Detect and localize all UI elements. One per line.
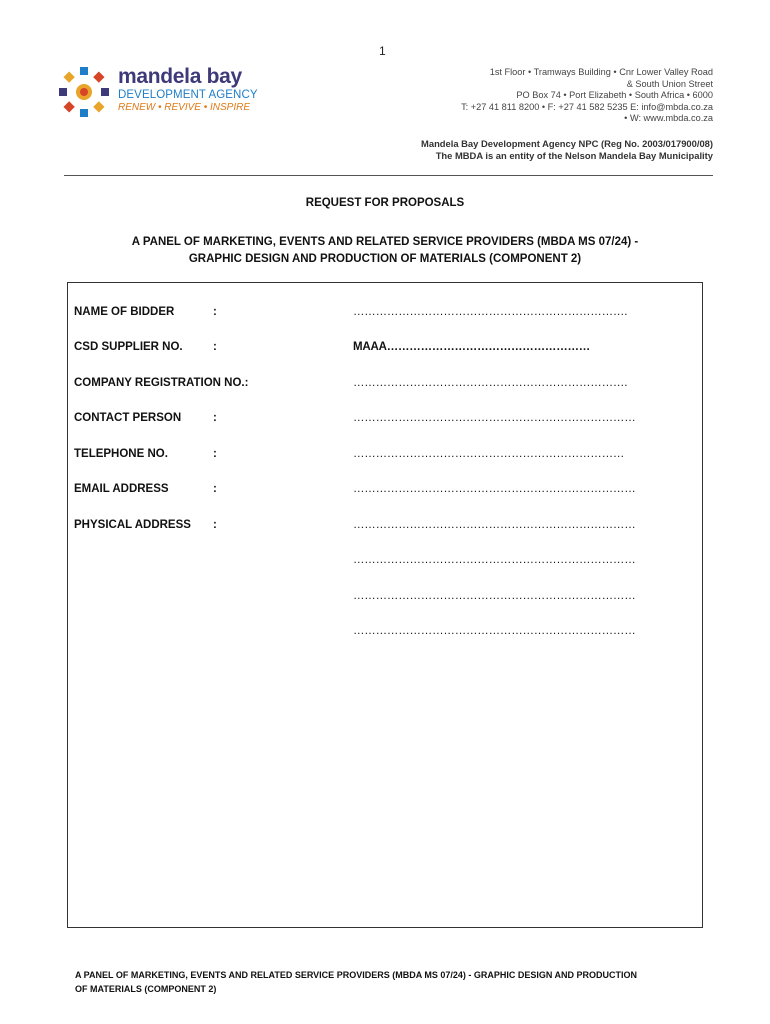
field-colon: : [213,519,217,531]
physical-address-field[interactable]: ………………………………………………………………… [353,554,636,566]
footer-line: A PANEL OF MARKETING, EVENTS AND RELATED SERVICE PROVIDERS (MBDA MS 07/24) - GRAPHIC DESIGN AND PRODUCTION [75,970,638,980]
field-colon: : [213,448,217,460]
rfp-title-line: GRAPHIC DESIGN AND PRODUCTION OF MATERIALS (COMPONENT 2) [188,253,582,265]
physical-address-field[interactable]: ………………………………………………………………… [353,519,636,531]
request-title: REQUEST FOR PROPOSALS [305,197,465,209]
company-registration-no-field[interactable]: ………………………………………………………………. [353,377,628,389]
field-label: NAME OF BIDDER [74,306,175,318]
mbda-logo [56,66,306,118]
physical-address-field[interactable]: ………………………………………………………………… [353,625,636,637]
address-line: & South Union Street [626,78,713,89]
physical-address-field[interactable]: ………………………………………………………………… [353,590,636,602]
field-label: COMPANY REGISTRATION NO.: [74,377,249,389]
page-footer [75,968,705,996]
header-divider [64,175,713,176]
logo-name: mandela bay [118,65,242,88]
field-label: CONTACT PERSON [74,412,182,424]
field-label: EMAIL ADDRESS [74,483,169,495]
field-colon: : [213,306,217,318]
footer-line: OF MATERIALS (COMPONENT 2) [75,984,217,994]
logo-agency: DEVELOPMENT AGENCY [118,89,258,101]
address-line: PO Box 74 • Port Elizabeth • South Africa • 6000 [516,90,713,100]
rfp-title [70,234,700,268]
address-line: T: +27 41 811 8200 • F: +27 41 582 5235 E: info@mbda.co.za [461,101,713,112]
telephone-no-field[interactable]: ……………………………………………………………… [353,448,625,460]
csd-supplier-no-field[interactable]: MAAA……………………………………………… [353,341,591,353]
contact-person-field[interactable]: ………………………………………………………………… [353,412,636,424]
company-line: The MBDA is an entity of the Nelson Mandela Bay Municipality [435,150,713,161]
contact-address-block [461,67,713,125]
field-label: TELEPHONE NO. [74,448,168,460]
address-line: • W: www.mbda.co.za [624,113,713,123]
email-address-field[interactable]: ………………………………………………………………… [353,483,636,495]
logo-tagline: RENEW • REVIVE • INSPIRE [118,102,251,113]
field-colon: : [213,341,217,353]
page-number: 1 [379,44,386,58]
field-label: CSD SUPPLIER NO. [74,341,183,353]
company-line: Mandela Bay Development Agency NPC (Reg No. 2003/017900/08) [421,138,713,149]
field-colon: : [213,412,217,424]
field-colon: : [213,483,217,495]
field-label: PHYSICAL ADDRESS [74,519,191,531]
company-registration-block [421,138,713,162]
mbda-emblem-icon [56,66,112,118]
rfp-title-line: A PANEL OF MARKETING, EVENTS AND RELATED SERVICE PROVIDERS (MBDA MS 07/24) - [131,236,639,248]
name-of-bidder-field[interactable]: ………………………………………………………………. [353,306,628,318]
address-line: 1st Floor • Tramways Building • Cnr Lower Valley Road [489,67,713,77]
